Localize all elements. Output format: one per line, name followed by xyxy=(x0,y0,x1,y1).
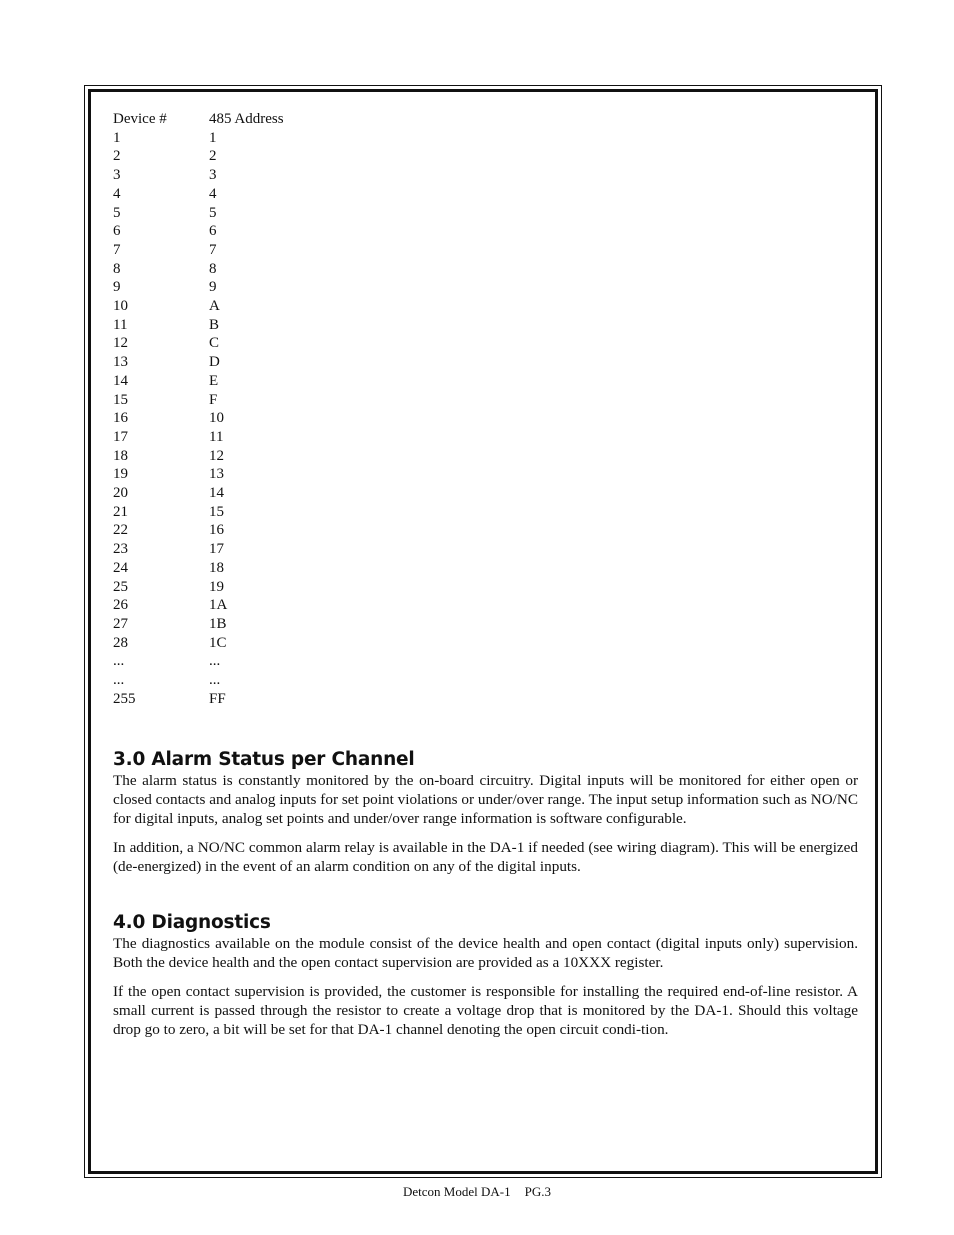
address-cell: F xyxy=(209,391,218,408)
device-number-cell: 13 xyxy=(113,354,128,371)
device-number-cell: 3 xyxy=(113,167,121,184)
table-row xyxy=(113,652,284,671)
table-row xyxy=(113,204,284,223)
device-number-cell: 16 xyxy=(113,410,128,427)
table-row xyxy=(113,222,284,241)
address-cell: ... xyxy=(209,653,221,670)
device-number-cell: 26 xyxy=(113,597,128,614)
header-device-number: Device # xyxy=(113,111,167,127)
table-row xyxy=(113,465,284,484)
address-cell: 15 xyxy=(209,503,224,520)
address-cell: E xyxy=(209,372,219,389)
device-number-cell: 24 xyxy=(113,559,128,576)
device-number-cell: 255 xyxy=(113,690,136,707)
address-cell: B xyxy=(209,316,220,333)
address-cell: 13 xyxy=(209,466,224,483)
table-body xyxy=(113,129,284,709)
table-header-row xyxy=(113,110,284,129)
table-row xyxy=(113,559,284,578)
page-footer xyxy=(0,1184,954,1200)
address-cell: D xyxy=(209,354,220,371)
address-cell: 9 xyxy=(209,279,217,296)
address-cell: 3 xyxy=(209,167,217,184)
address-cell: 12 xyxy=(209,447,224,464)
device-number-cell: 7 xyxy=(113,241,121,258)
table-row xyxy=(113,540,284,559)
device-number-cell: 19 xyxy=(113,466,128,483)
device-number-cell: 2 xyxy=(113,148,121,165)
section-4-heading: 4.0 Diagnostics xyxy=(113,911,271,933)
address-cell: ... xyxy=(209,672,221,689)
section-4-paragraph-1: The diagnostics available on the module consist of the device health and open contact (digital inputs only) supervision. Both the device health and the open contact supervision are provided as a 10XXX register. xyxy=(113,934,858,971)
table-row xyxy=(113,690,284,709)
table-row xyxy=(113,578,284,597)
table-row xyxy=(113,372,284,391)
table-row xyxy=(113,671,284,690)
device-number-cell: 14 xyxy=(113,372,128,389)
device-number-cell: 11 xyxy=(113,316,128,333)
table-row xyxy=(113,596,284,615)
device-number-cell: 18 xyxy=(113,447,128,464)
table-row xyxy=(113,503,284,522)
device-number-cell: 12 xyxy=(113,335,128,352)
address-cell: A xyxy=(209,298,220,315)
address-cell: 1 xyxy=(209,129,217,146)
address-cell: 18 xyxy=(209,559,224,576)
device-number-cell: 5 xyxy=(113,204,121,221)
header-485-address: 485 Address xyxy=(209,111,284,127)
address-cell: 10 xyxy=(209,410,224,427)
table-row xyxy=(113,129,284,148)
address-cell: 11 xyxy=(209,428,224,445)
address-cell: FF xyxy=(209,690,226,707)
address-cell: 19 xyxy=(209,578,224,595)
table-row xyxy=(113,147,284,166)
table-row xyxy=(113,428,284,447)
address-cell: 1A xyxy=(209,597,228,614)
device-number-cell: 25 xyxy=(113,578,128,595)
device-number-cell: 21 xyxy=(113,503,128,520)
address-cell: 17 xyxy=(209,541,224,558)
device-number-cell: 15 xyxy=(113,391,128,408)
address-cell: 6 xyxy=(209,223,217,240)
section-4-paragraph-2: If the open contact supervision is provided, the customer is responsible for installing the required end-of-line resistor. A small current is passed through the resistor to create a voltage drop that is monitored by the DA-1. Should this voltage drop go to zero, a bit will be set for that DA-1 channel denoting the open circuit condi-tion. xyxy=(113,982,858,1038)
table-row xyxy=(113,521,284,540)
device-number-cell: 10 xyxy=(113,298,128,315)
table-row xyxy=(113,391,284,410)
device-number-cell: 1 xyxy=(113,129,121,146)
table-row xyxy=(113,353,284,372)
device-number-cell: 17 xyxy=(113,428,128,445)
table-row xyxy=(113,316,284,335)
device-number-cell: 28 xyxy=(113,634,128,651)
section-3-paragraph-2: In addition, a NO/NC common alarm relay is available in the DA-1 if needed (see wiring diagram). This will be energized (de-energized) in the event of an alarm condition on any of the digital inputs. xyxy=(113,838,858,875)
device-number-cell: 9 xyxy=(113,279,121,296)
device-number-cell: 22 xyxy=(113,522,128,539)
device-number-cell: 23 xyxy=(113,541,128,558)
address-cell: 4 xyxy=(209,185,217,202)
table-row xyxy=(113,615,284,634)
table-row xyxy=(113,278,284,297)
address-cell: 16 xyxy=(209,522,224,539)
footer-page-number: PG.3 xyxy=(524,1184,551,1199)
table-row xyxy=(113,409,284,428)
device-number-cell: 20 xyxy=(113,485,128,502)
address-cell: 2 xyxy=(209,148,217,165)
address-cell: 8 xyxy=(209,260,217,277)
device-number-cell: 27 xyxy=(113,615,128,632)
table-row xyxy=(113,447,284,466)
table-row xyxy=(113,241,284,260)
table-row xyxy=(113,166,284,185)
footer-model: Detcon Model DA-1 xyxy=(403,1184,511,1199)
table-row xyxy=(113,334,284,353)
address-cell: 14 xyxy=(209,485,224,502)
address-cell: 7 xyxy=(209,241,217,258)
table-row xyxy=(113,185,284,204)
section-3-paragraph-1: The alarm status is constantly monitored by the on-board circuitry. Digital inputs will be monitored for either open or closed contacts and analog inputs for set point violations or under/over range. The input setup information such as NO/NC for digital inputs, analog set points and under/over range information is software configurable. xyxy=(113,771,858,827)
device-number-cell: 4 xyxy=(113,185,121,202)
device-number-cell: ... xyxy=(113,672,125,689)
page-content xyxy=(113,110,858,1039)
address-cell: 5 xyxy=(209,204,217,221)
device-address-table xyxy=(113,110,284,709)
device-number-cell: ... xyxy=(113,653,125,670)
address-cell: 1B xyxy=(209,615,227,632)
address-cell: 1C xyxy=(209,634,227,651)
device-number-cell: 6 xyxy=(113,223,121,240)
section-3-heading: 3.0 Alarm Status per Channel xyxy=(113,748,415,770)
table-row xyxy=(113,260,284,279)
table-row xyxy=(113,484,284,503)
device-number-cell: 8 xyxy=(113,260,121,277)
table-row xyxy=(113,634,284,653)
table-row xyxy=(113,297,284,316)
address-cell: C xyxy=(209,335,220,352)
